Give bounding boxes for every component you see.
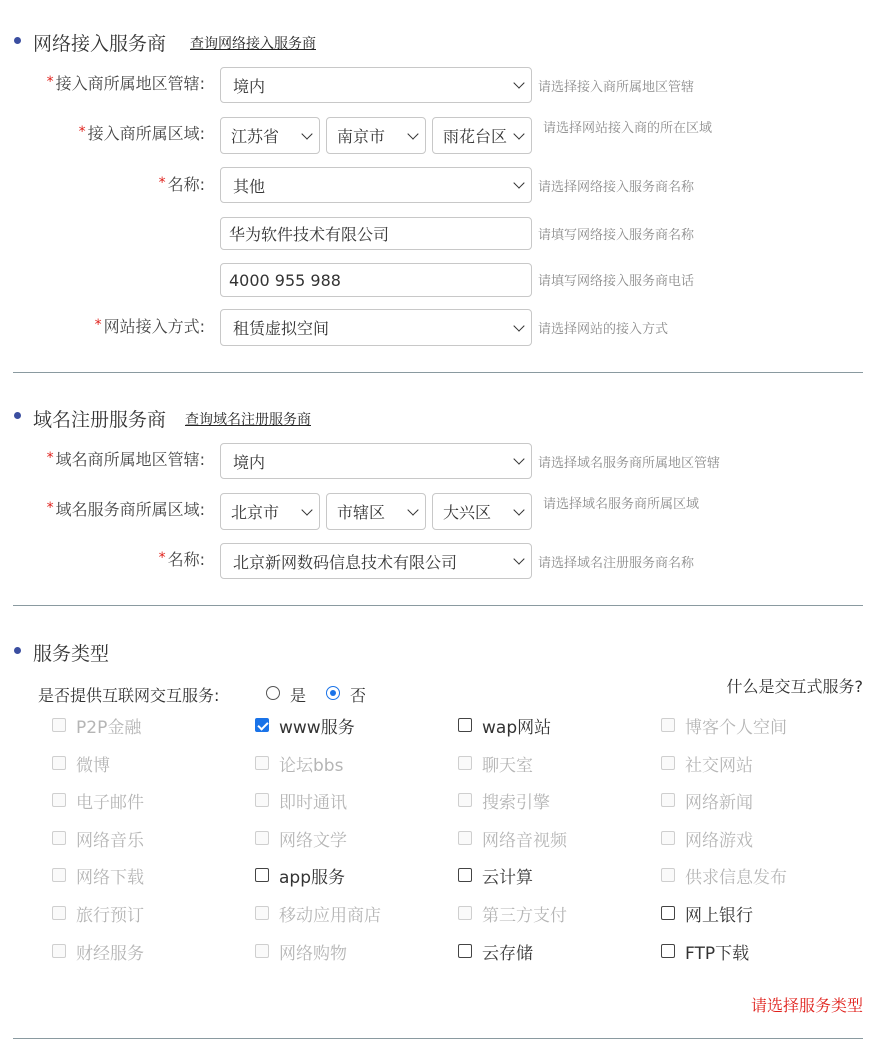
interactive-help-link[interactable]: 什么是交互式服务? [726,677,863,696]
chevron-down-icon [513,553,524,564]
service-option-label: 电子邮件 [76,793,144,813]
access-province-select[interactable] [220,117,320,154]
service-option-label: 博客个人空间 [685,718,787,738]
access-region-label [79,121,205,144]
access-city-value: 南京市 [337,127,386,146]
required-asterisk: * [46,74,54,90]
service-option-label[interactable]: wap网站 [482,718,552,738]
service-option-label: 网络音视频 [482,831,567,851]
access-method-value: 租赁虚拟空间 [233,319,330,338]
service-checkbox[interactable] [255,718,269,732]
domain-region-admin-hint: 请选择域名服务商所属地区管辖 [538,456,721,471]
service-checkbox [52,756,66,770]
access-name-label [159,172,205,195]
service-option-label: 论坛bbs [279,756,344,776]
service-option-label: 聊天室 [482,756,533,776]
service-checkbox [661,793,675,807]
service-checkbox [661,718,675,732]
service-checkbox [255,756,269,770]
domain-name-label-text: 名称: [167,550,205,569]
chevron-down-icon [513,177,524,188]
service-option-label: 搜索引擎 [482,793,550,813]
chevron-down-icon [513,128,524,139]
service-option-label: 即时通讯 [279,793,347,813]
access-region-admin-hint: 请选择接入商所属地区管辖 [538,80,695,95]
query-domain-provider-link[interactable]: 查询域名注册服务商 [185,412,311,428]
service-option-label[interactable]: www服务 [279,718,355,738]
service-option-label: 网络购物 [279,944,347,964]
access-region-label-text: 接入商所属区域: [87,124,205,143]
section-title-access: 网络接入服务商 [33,33,167,55]
service-option-label[interactable]: 网上银行 [685,906,753,926]
section-bullet [14,412,21,419]
service-checkbox [255,793,269,807]
service-option-label: 网络新闻 [685,793,753,813]
access-name-select[interactable] [220,167,532,203]
access-phone-hint: 请填写网络接入服务商电话 [538,274,695,289]
service-checkbox[interactable] [255,868,269,882]
access-region-hint: 请选择网站接入商的所在区域 [543,121,713,136]
radio-yes[interactable] [266,686,280,700]
required-asterisk: * [158,550,166,566]
interactive-no-option[interactable] [326,686,340,700]
domain-region-hint: 请选择域名服务商所属区域 [543,497,700,512]
service-checkbox [255,906,269,920]
access-name-label-text: 名称: [167,175,205,194]
chevron-down-icon [513,453,524,464]
access-region-admin-value: 境内 [233,76,266,96]
service-option-label: P2P金融 [76,718,142,738]
service-checkbox [255,944,269,958]
domain-region-label [47,497,205,520]
service-checkbox [661,831,675,845]
section-divider [13,372,863,373]
service-option-label[interactable]: FTP下载 [685,944,750,964]
required-asterisk: * [46,450,54,466]
service-checkbox[interactable] [458,868,472,882]
access-region-admin-select[interactable] [220,67,532,103]
service-option-label: 财经服务 [76,944,144,964]
domain-province-select[interactable] [220,493,320,530]
interactive-yes-label[interactable]: 是 [290,686,307,705]
access-name-value: 其他 [233,176,266,196]
service-checkbox [52,793,66,807]
required-asterisk: * [94,317,102,333]
chevron-down-icon [513,77,524,88]
service-option-label[interactable]: 云存储 [482,944,533,964]
access-city-select[interactable] [326,117,426,154]
section-bullet [14,37,21,44]
service-checkbox [52,831,66,845]
section-title-service: 服务类型 [33,643,110,665]
service-checkbox [458,906,472,920]
service-checkbox[interactable] [661,944,675,958]
domain-region-admin-label [47,447,205,470]
section-bullet [14,647,21,654]
service-checkbox [52,718,66,732]
domain-city-select[interactable] [326,493,426,530]
service-option-label[interactable]: app服务 [279,868,345,888]
chevron-down-icon [513,320,524,331]
chevron-down-icon [301,128,312,139]
required-asterisk: * [46,500,54,516]
service-type-error: 请选择服务类型 [750,996,863,1015]
domain-name-select[interactable] [220,543,532,579]
service-option-label: 社交网站 [685,756,753,776]
radio-no[interactable] [326,686,340,700]
access-phone-value: 4000 955 988 [229,270,341,290]
chevron-down-icon [407,504,418,515]
service-option-label: 网络音乐 [76,831,144,851]
service-checkbox [458,793,472,807]
service-checkbox [52,868,66,882]
domain-region-admin-label-text: 域名商所属地区管辖: [55,450,205,469]
domain-name-label [159,547,205,570]
access-custom-name-input[interactable] [220,217,532,250]
access-custom-name-hint: 请填写网络接入服务商名称 [538,228,695,243]
section-title-domain: 域名注册服务商 [33,409,167,431]
service-option-label: 移动应用商店 [279,906,381,926]
access-district-select[interactable] [432,117,532,154]
interactive-yes-option[interactable] [266,686,280,700]
service-checkbox [52,906,66,920]
chevron-down-icon [301,504,312,515]
required-asterisk: * [78,124,86,140]
section-divider [13,605,863,606]
domain-district-select[interactable] [432,493,532,530]
service-option-label: 网络游戏 [685,831,753,851]
service-checkbox [255,831,269,845]
access-method-label [95,314,205,337]
access-province-value: 江苏省 [231,127,280,146]
service-checkbox [458,831,472,845]
domain-region-admin-value: 境内 [233,452,266,472]
service-checkbox [52,944,66,958]
domain-district-value: 大兴区 [443,503,492,522]
service-option-label: 供求信息发布 [685,868,787,888]
domain-region-admin-select[interactable] [220,443,532,479]
service-option-label: 网络下载 [76,868,144,888]
access-method-hint: 请选择网站的接入方式 [538,322,669,337]
access-name-hint: 请选择网络接入服务商名称 [538,180,695,195]
domain-city-value: 市辖区 [337,503,386,522]
domain-region-label-text: 域名服务商所属区域: [55,500,205,519]
domain-name-value: 北京新网数码信息技术有限公司 [233,552,458,572]
service-option-label: 第三方支付 [482,906,567,926]
service-option-label: 旅行预订 [76,906,144,926]
service-checkbox[interactable] [458,718,472,732]
interactive-no-label[interactable]: 否 [350,686,367,705]
access-district-value: 雨花台区 [443,127,508,146]
access-method-label-text: 网站接入方式: [103,317,205,336]
access-region-admin-label [47,71,205,94]
service-option-label: 微博 [76,756,110,776]
section-divider [13,1038,863,1039]
interactive-question-label: 是否提供互联网交互服务: [38,686,220,705]
service-checkbox[interactable] [661,906,675,920]
access-region-admin-label-text: 接入商所属地区管辖: [55,74,205,93]
chevron-down-icon [513,504,524,515]
access-method-select[interactable] [220,309,532,346]
required-asterisk: * [158,175,166,191]
access-custom-name-value: 华为软件技术有限公司 [229,225,390,244]
domain-name-hint: 请选择域名注册服务商名称 [538,556,695,571]
domain-province-value: 北京市 [231,503,280,522]
service-option-label: 网络文学 [279,831,347,851]
service-checkbox[interactable] [458,944,472,958]
service-checkbox [661,756,675,770]
service-checkbox [661,868,675,882]
service-option-label[interactable]: 云计算 [482,868,533,888]
service-checkbox [458,756,472,770]
access-phone-input[interactable] [220,263,532,297]
chevron-down-icon [407,128,418,139]
query-access-provider-link[interactable]: 查询网络接入服务商 [190,36,316,52]
